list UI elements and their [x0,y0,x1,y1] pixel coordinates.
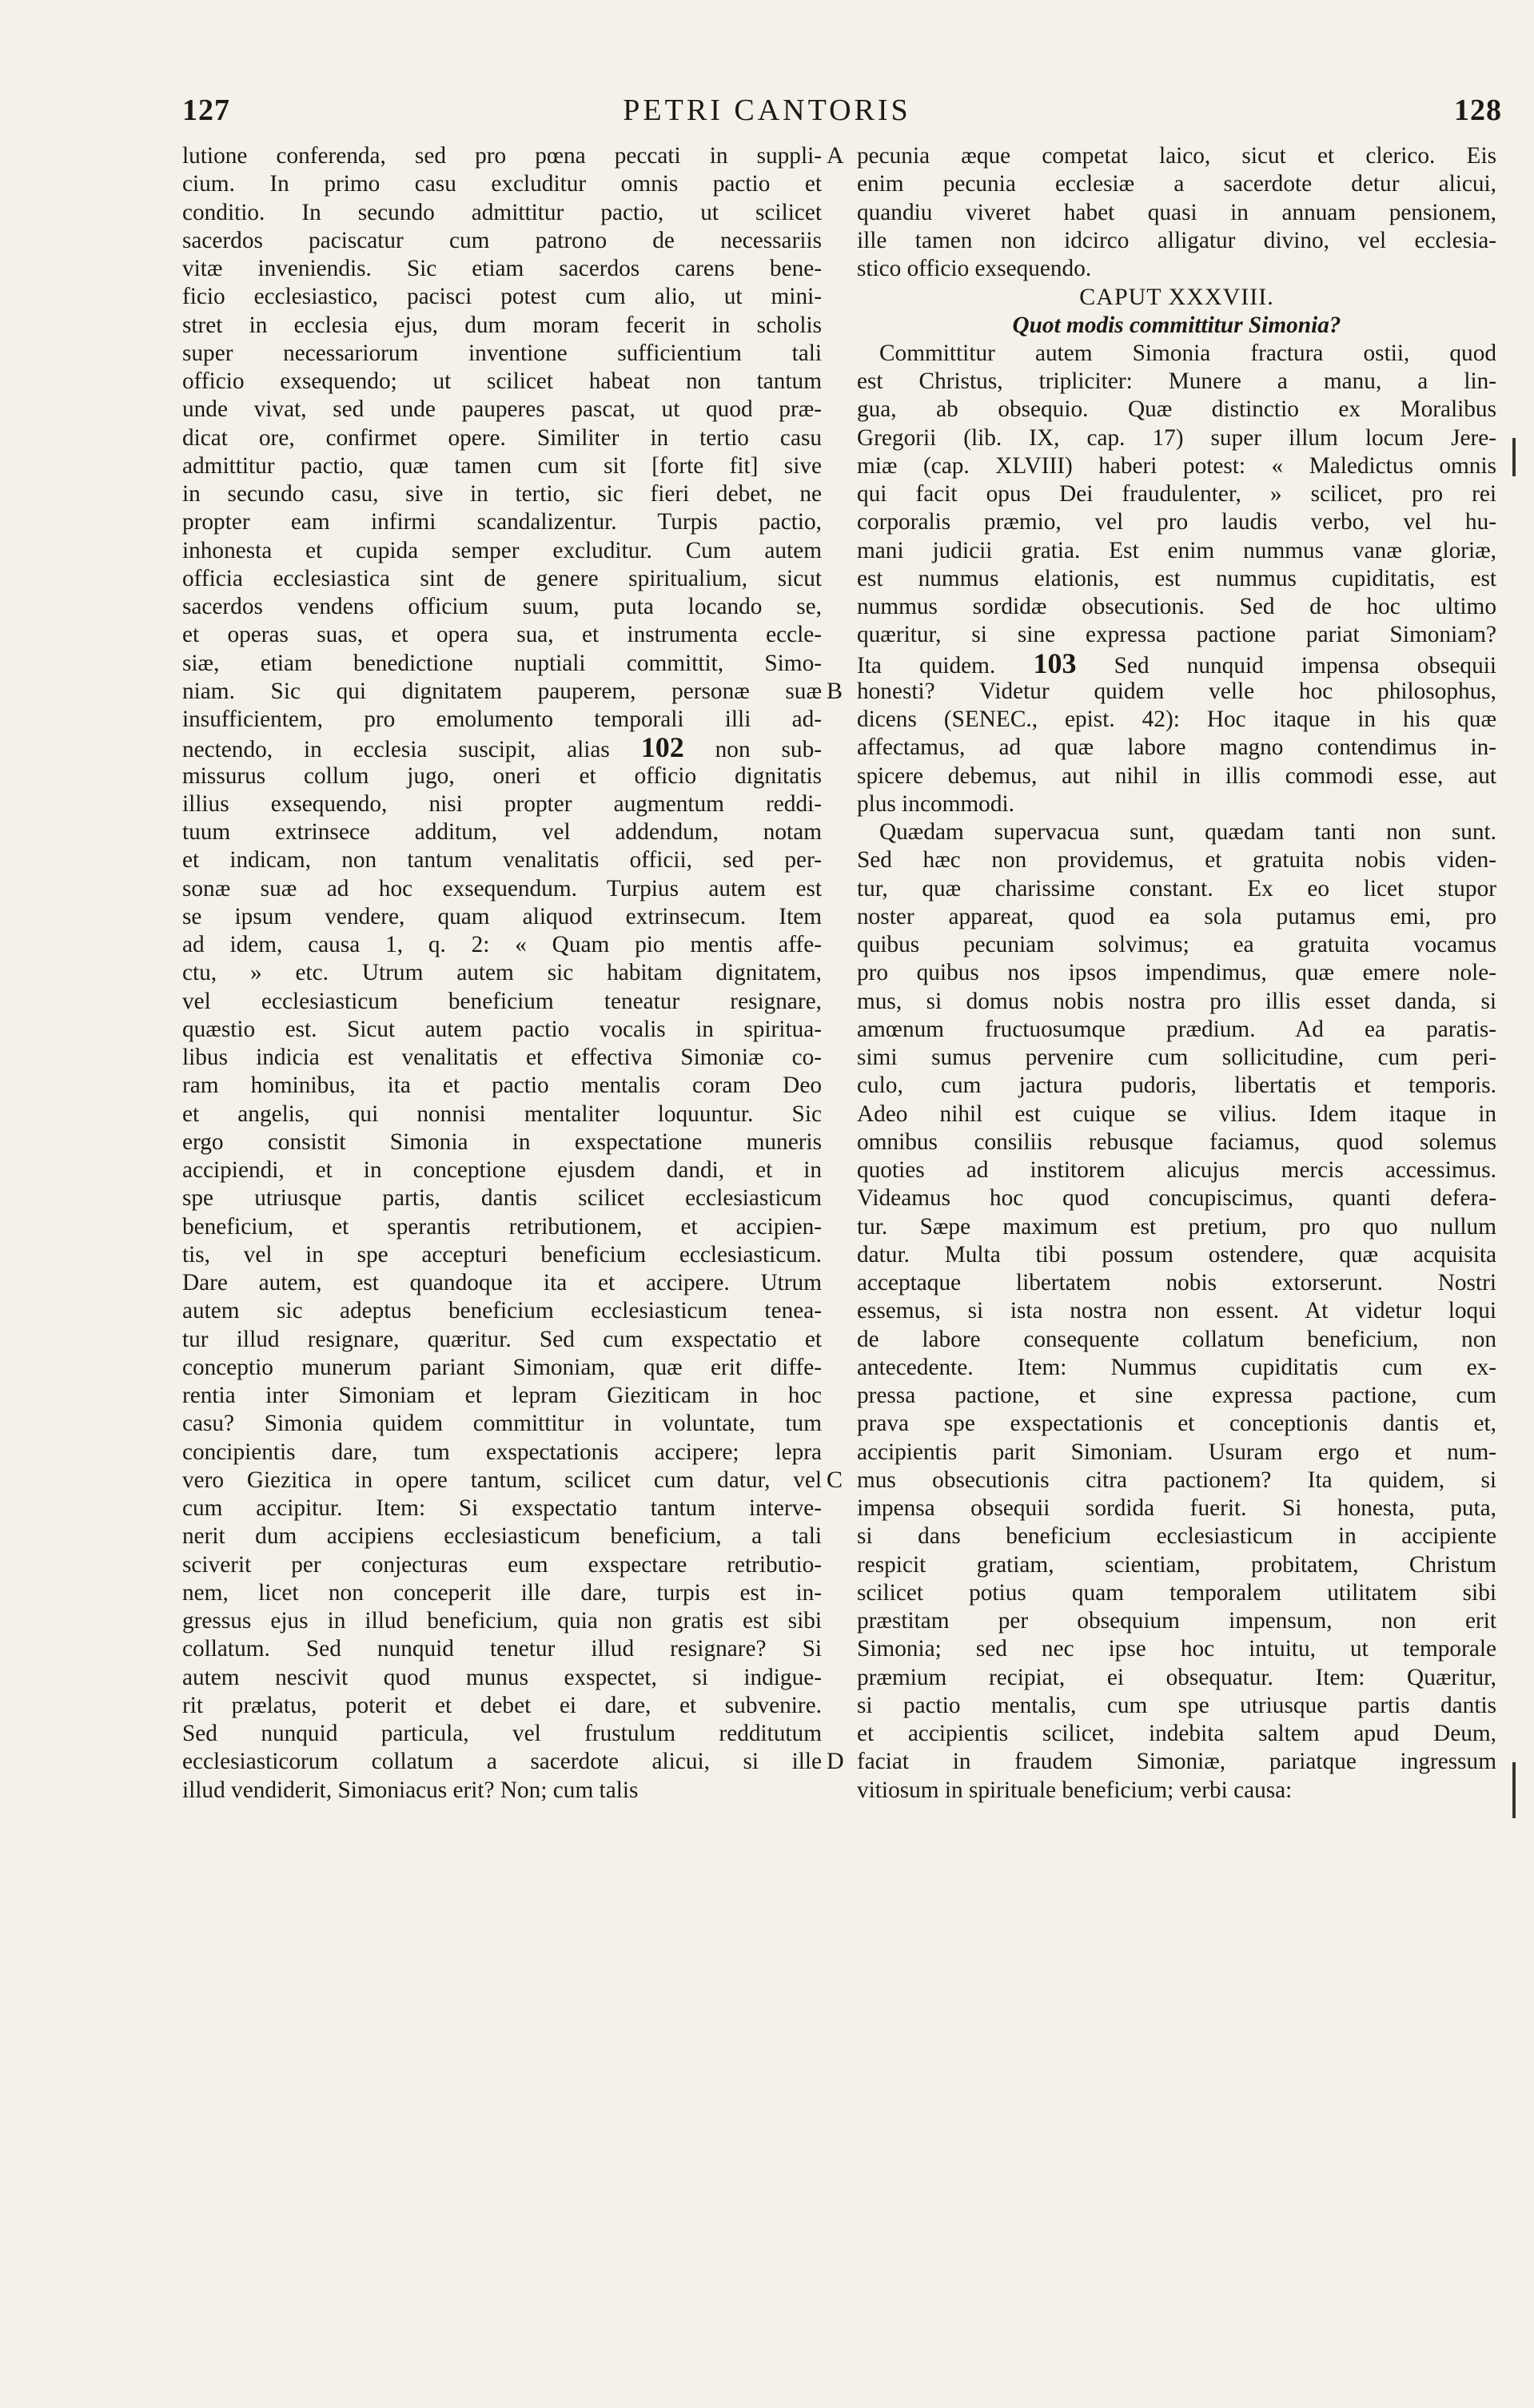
text-line: missurus collum jugo, oneri et officio dignitatis [182,762,822,789]
text-line: accipientis parit Simoniam. Usuram ergo et num- [857,1439,1496,1465]
text-line: libus indicia est venalitatis et effectiva Simoniæ co- [182,1045,822,1070]
text-line: et angelis, qui nonnisi mentaliter loquuntur. Sic [182,1101,822,1127]
text-line: sacerdos paciscatur cum patrono de necessariis [182,227,822,253]
text-line: concipientis dare, tum exspectationis accipere; lepra [182,1439,822,1465]
text-line: ergo consistit Simonia in exspectatione muneris [182,1128,822,1155]
text-line: scilicet potius quam temporalem utilitatem sibi [857,1579,1496,1606]
text-line: autem sic adeptus beneficium ecclesiasticum tenea- [182,1298,822,1324]
text-line: nectendo, in ecclesia suscipit, alias 102 non sub- [182,734,822,762]
margin-marker-b: B [827,678,843,704]
text-line: illius exsequendo, nisi propter augmentum reddi- [182,790,822,817]
text-line: quoties ad institorem alicujus mercis accessimus. [857,1157,1496,1183]
text-line: ille tamen non idcirco alligatur divino, vel ecclesia- [857,227,1496,253]
chapter-heading: CAPUT XXXVIII. [1079,284,1274,311]
left-page-number: 127 [182,94,230,127]
text-line: tuum extrinsece additum, vel addendum, notam [182,819,822,845]
text-line: ram hominibus, ita et pactio mentalis coram Deo [182,1073,822,1099]
text-line: affectamus, ad quæ labore magno contendimus in- [857,734,1496,761]
text-line: autem nescivit quod munus exspectet, si indigue- [182,1664,822,1690]
text-line: quandiu viveret habet quasi in annuam pensionem, [857,199,1496,225]
text-line: mus obsecutionis citra pactionem? Ita quidem, si [857,1467,1496,1493]
marginal-number: 103 [1033,649,1077,678]
text-line: nummus sordidæ obsecutionis. Sed de hoc ultimo [857,594,1496,619]
margin-marker-d: D [827,1748,844,1774]
text-line: sacerdos vendens officium suum, puta locando se, [182,594,822,619]
text-line: Videamus hoc quod concupiscimus, quanti defera- [857,1185,1496,1212]
text-line: pecunia æque competat laico, sicut et clerico. Eis [857,143,1496,169]
text-line: Gregorii (lib. IX, cap. 17) super illum locum Jere- [857,424,1496,451]
text-line: spicere debemus, aut nihil in illis commodi esse, aut [857,762,1496,789]
text-line: est Christus, tripliciter: Munere a manu, a lin- [857,368,1496,394]
text-line: antecedente. Item: Nummus cupiditatis cum ex- [857,1354,1496,1380]
text-line: illud vendiderit, Simoniacus erit? Non; cum talis [182,1777,639,1803]
text-line: accipiendi, et in conceptione ejusdem dandi, et in [182,1157,822,1183]
text-line: præstitam per obsequium impensum, non erit [857,1608,1496,1634]
text-line: collatum. Sed nunquid tenetur illud resignare? Si [182,1636,822,1662]
text-line: insufficientem, pro emolumento temporali illi ad- [182,706,822,732]
text-line: nerit dum accipiens ecclesiasticum beneficium, a tali [182,1523,822,1550]
text-line: Quædam supervacua sunt, quædam tanti non sunt. [879,819,1496,845]
text-line: mani judicii gratia. Est enim nummus vanæ gloriæ, [857,537,1496,563]
text-line: se ipsum vendere, quam aliquod extrinsecum. Item [182,903,822,929]
text-line: rit prælatus, poterit et debet ei dare, et subvenire. [182,1692,822,1718]
text-line: conceptio munerum pariant Simoniam, quæ erit diffe- [182,1354,822,1380]
text-line: enim pecunia ecclesiæ a sacerdote detur alicui, [857,171,1496,197]
right-column [857,142,1496,1805]
text-line: rentia inter Simoniam et lepram Gieziticam in hoc [182,1383,822,1408]
text-line: Committitur autem Simonia fractura ostii, quod [879,340,1496,366]
text-line: admittitur pactio, quæ tamen cum sit [forte fit] sive [182,452,822,479]
text-line: omnibus consiliis rebusque faciamus, quod solemus [857,1128,1496,1155]
text-line: dicat ore, confirmet opere. Similiter in tertio casu [182,424,822,451]
text-line: qui facit opus Dei fraudulenter, » scilicet, pro rei [857,481,1496,507]
text-line: Dare autem, est quandoque ita et accipere. Utrum [182,1270,822,1296]
text-line: quibus pecuniam solvimus; ea gratuita vocamus [857,932,1496,957]
text-line: vitæ inveniendis. Sic etiam sacerdos carens bene- [182,256,822,281]
text-line: vel ecclesiasticum beneficium teneatur resignare, [182,988,822,1014]
text-line: præmium recipiat, ei obsequatur. Item: Quæritur, [857,1664,1496,1690]
text-line: super necessariorum inventione sufficientium tali [182,340,822,366]
text-line: noster appareat, quod ea sola putamus emi, pro [857,903,1496,929]
text-line: de labore consequente collatum beneficium, non [857,1326,1496,1352]
text-line: in secundo casu, sive in tertio, sic fieri debet, ne [182,481,822,507]
text-line: Adeo nihil est cuique se vilius. Idem itaque in [857,1101,1496,1127]
text-line: casu? Simonia quidem committitur in voluntate, tum [182,1411,822,1437]
text-line: prava spe exspectationis et conceptionis dantis et, [857,1411,1496,1437]
text-line: datur. Multa tibi possum ostendere, quæ acquisita [857,1241,1496,1268]
margin-marker-a: A [827,142,844,169]
text-line: pro quibus nos ipsos impendimus, quæ emere nole- [857,960,1496,986]
text-line: et operas suas, et opera sua, et instrumenta eccle- [182,622,822,648]
text-line: essemus, si ista nostra non essent. At videtur loqui [857,1298,1496,1324]
right-page-number: 128 [1454,94,1502,127]
text-line: mus, si domus nobis nostra pro illis esset danda, si [857,988,1496,1014]
text-line: tur. Sæpe maximum est pretium, pro quo nullum [857,1213,1496,1240]
text-line: si dans beneficium ecclesiasticum in accipiente [857,1523,1496,1550]
text-line: gressus ejus in illud beneficium, quia non gratis est sibi [182,1608,822,1634]
margin-rule [1512,438,1516,476]
margin-marker-c: C [827,1467,843,1493]
text-line: quæritur, si sine expressa pactione pariat Simoniam? [857,622,1496,648]
text-line: beneficium, et sperantis retributionem, et accipien- [182,1213,822,1240]
text-line: corporalis præmio, vel pro laudis verbo, vel hu- [857,509,1496,535]
text-line: unde vivat, sed unde pauperes pascat, ut quod præ- [182,396,822,423]
text-line: gua, ab obsequio. Quæ distinctio ex Moralibus [857,396,1496,423]
text-line: lutione conferenda, sed pro pœna peccati in suppli- [182,143,822,169]
text-line: respicit gratiam, scientiam, probitatem, Christum [857,1551,1496,1578]
text-line: acceptaque libertatem nobis extorserunt. Nostri [857,1270,1496,1296]
text-line: pressa pactione, et sine expressa pactione, cum [857,1383,1496,1408]
text-line: stico officio exsequendo. [857,256,1092,281]
text-line: faciat in fraudem Simoniæ, pariatque ingressum [857,1749,1496,1775]
text-line: officio exsequendo; ut scilicet habeat non tantum [182,368,822,394]
text-line: sonæ suæ ad hoc exsequendum. Turpius autem est [182,875,822,902]
text-line: Ita quidem. 103 Sed nunquid impensa obsequii [857,650,1496,678]
text-line: simi sumus pervenire cum sollicitudine, cum peri- [857,1045,1496,1070]
marginal-number: 102 [640,734,684,762]
chapter-subtitle: Quot modis committitur Simonia? [1012,312,1341,338]
left-column [182,142,822,1805]
text-line: Simonia; sed nec ipse hoc intuitu, ut temporale [857,1636,1496,1662]
text-line: plus incommodi. [857,790,1014,817]
text-line: quæstio est. Sicut autem pactio vocalis in spiritua- [182,1016,822,1042]
text-line: honesti? Videtur quidem velle hoc philosophus, [857,678,1496,704]
text-line: et accipientis scilicet, indebita saltem apud Deum, [857,1721,1496,1746]
text-line: ad idem, causa 1, q. 2: « Quam pio mentis affe- [182,932,822,957]
text-line: Sed nunquid particula, vel frustulum redditutum [182,1721,822,1746]
text-line: et indicam, non tantum venalitatis officii, sed per- [182,847,822,874]
text-line: officia ecclesiastica sint de genere spiritualium, sicut [182,565,822,591]
margin-rule [1512,1762,1516,1818]
text-line: inhonesta et cupida semper excluditur. Cum autem [182,537,822,563]
text-line: sciverit per conjecturas eum exspectare retributio- [182,1551,822,1578]
text-line: Sed hæc non providemus, et gratuita nobis viden- [857,847,1496,874]
text-line: est nummus elationis, est nummus cupiditatis, est [857,565,1496,591]
text-line: dicens (SENEC., epist. 42): Hoc itaque in his quæ [857,706,1496,732]
text-line: ctu, » etc. Utrum autem sic habitam dignitatem, [182,960,822,986]
text-line: conditio. In secundo admittitur pactio, ut scilicet [182,199,822,225]
text-line: tis, vel in spe accepturi beneficium ecclesiasticum. [182,1241,822,1268]
text-line: si pactio mentalis, cum spe utriusque partis dantis [857,1692,1496,1718]
text-line: nem, licet non conceperit ille dare, turpis est in- [182,1579,822,1606]
text-line: amœnum fructuosumque prædium. Ad ea paratis- [857,1016,1496,1042]
text-line: niam. Sic qui dignitatem pauperem, personæ suæ [182,678,822,704]
text-line: miæ (cap. XLVIII) haberi potest: « Maledictus omnis [857,452,1496,479]
text-line: propter eam infirmi scandalizentur. Turpis pactio, [182,509,822,535]
text-line: tur, quæ charissime constant. Ex eo licet stupor [857,875,1496,902]
text-line: vitiosum in spirituale beneficium; verbi causa: [857,1777,1293,1803]
text-line: siæ, etiam benedictione nuptiali committit, Simo- [182,650,822,676]
text-line: vero Giezitica in opere tantum, scilicet cum datur, vel [182,1467,822,1493]
running-title: PETRI CANTORIS [623,94,911,127]
text-line: stret in ecclesia ejus, dum moram fecerit in scholis [182,312,822,338]
text-line: ficio ecclesiastico, pacisci potest cum alio, ut mini- [182,284,822,310]
text-line: cium. In primo casu excluditur omnis pactio et [182,171,822,197]
text-line: culo, cum jactura pudoris, libertatis et temporis. [857,1073,1496,1099]
text-line: ecclesiasticorum collatum a sacerdote alicui, si ille [182,1749,822,1775]
text-line: tur illud resignare, quæritur. Sed cum exspectatio et [182,1326,822,1352]
text-line: impensa obsequii sordida fuerit. Si honesta, puta, [857,1495,1496,1521]
text-line: cum accipitur. Item: Si exspectatio tantum interve- [182,1495,822,1521]
text-line: spe utriusque partis, dantis scilicet ecclesiasticum [182,1185,822,1212]
